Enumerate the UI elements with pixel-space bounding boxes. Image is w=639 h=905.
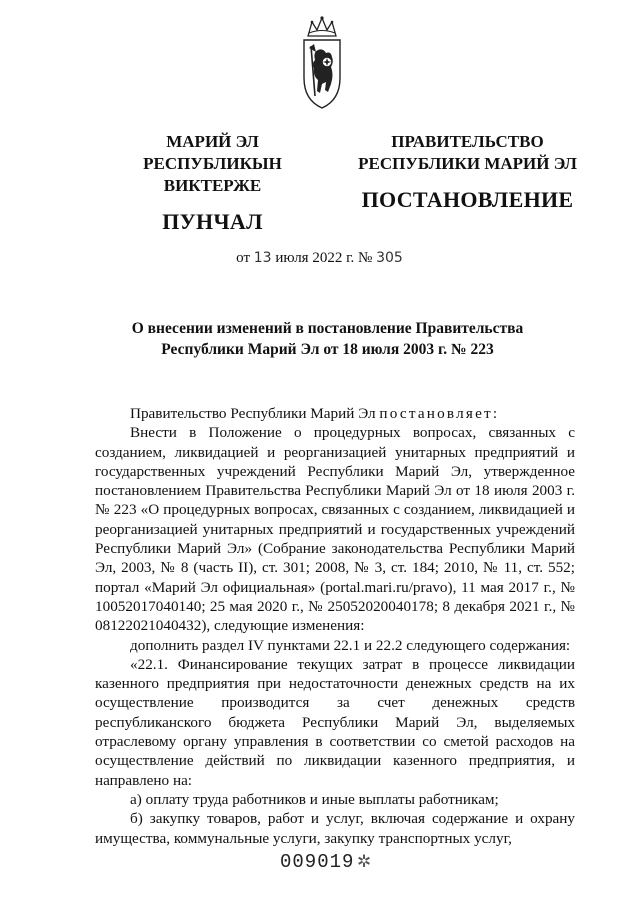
header-left-line1: МАРИЙ ЭЛ РЕСПУБЛИКЫН: [143, 132, 282, 173]
resolves-keyword: постановляет:: [379, 405, 500, 422]
paragraph-supplement: дополнить раздел IV пунктами 22.1 и 22.2 следующего содержания:: [130, 636, 571, 654]
serial-number: 009019: [280, 851, 355, 873]
header-right: [345, 131, 590, 213]
date-prefix: от: [236, 250, 250, 266]
resolves-intro: Правительство Республики Марий Эл: [130, 405, 376, 422]
document-number: 305: [376, 250, 403, 266]
header-right-title: ПОСТАНОВЛЕНИЕ: [361, 187, 574, 212]
subject-line2: Республики Марий Эл от 18 июля 2003 г. № 223: [161, 341, 494, 358]
date-middle: июля 2022 г. №: [275, 250, 373, 266]
header-right-line2: РЕСПУБЛИКИ МАРИЙ ЭЛ: [358, 154, 577, 173]
paragraph-resolves: [95, 404, 575, 423]
header-left-line2: ВИКТЕРЖЕ: [163, 176, 262, 195]
document-subject: [60, 318, 595, 360]
paragraph-clause-22-1: «22.1. Финансирование текущих затрат в процессе ликвидации казенного предприятия при недостаточности денежных средств на их осуществление производится за счет денежных средств республиканского бюджета Республики Марий Эл, выделяемых отраслевому органу управления в соответствии со сметой расходов на осуществление действий по ликвидации казенного предприятия, и направлено на:: [95, 655, 575, 789]
paragraph-amendment: Внести в Положение о процедурных вопросах, связанных с созданием, ликвидацией и реорганизацией унитарных предприятий и государственных учреждений Республики Марий Эл, утвержденное постановлением Правительства Республики Марий Эл от 18 июля 2003 г. № 223 «О процедурных вопросах, связанных с созданием, ликвидацией и реорганизацией унитарных предприятий и государственных учреждений Республики Марий Эл» (Собрание законодательства Республики Марий Эл, 2003, № 8 (часть II), ст. 301; 2008, № 3, ст. 184; 2010, № 11, ст. 552; портал «Марий Эл официальная» (portal.mari.ru/pravo), 11 мая 2017 г., № 10052017040140; 25 мая 2020 г., № 25052020040178; 8 декабря 2021 г., № 08122021040432), следующие изменения:: [95, 424, 575, 635]
date-day: 13: [253, 250, 272, 266]
paragraph-item-a: а) оплату труда работников и иные выплаты работникам;: [130, 790, 499, 808]
subject-line1: О внесении изменений в постановление Правительства: [131, 320, 524, 337]
document-body: [95, 404, 575, 848]
header-left: [95, 131, 330, 235]
date-line: [0, 250, 639, 267]
coat-of-arms-icon: [298, 14, 346, 114]
header-left-title: ПУНЧАЛ: [162, 209, 263, 234]
header-right-line1: ПРАВИТЕЛЬСТВО: [391, 132, 544, 151]
ornament-icon: ✲: [357, 852, 372, 872]
paragraph-item-b: б) закупку товаров, работ и услуг, включая содержание и охрану имущества, коммунальные услуги, закупку транспортных услуг,: [95, 810, 575, 847]
